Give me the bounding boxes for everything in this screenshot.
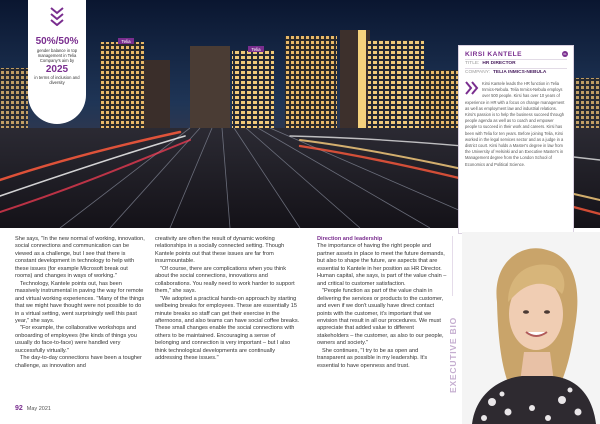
paragraph: Technology, Kantele points out, has been massively instrumental in paving the way for remote and virtual working experiences. "Many of the things that we might have thought were not possible to do in a virtual setting, went surprisingly well this past year," she says. xyxy=(15,280,145,324)
page-number: 92 xyxy=(15,405,23,412)
section-heading: Direction and leadership xyxy=(317,236,383,242)
paragraph: "We adopted a practical hands-on approach by starting wellbeing breaks for employees. These are essentially 15 minute breaks so staff can get their exercise in the afternoons, and also teams can have social coffee breaks. These small changes enable the social connections with others to be maintained. Encouraging a sense of belonging and connection is very important – but I also think technological developments are continually addressing these issues." xyxy=(155,295,300,362)
stat-year: 2025 xyxy=(45,64,69,75)
paragraph: The day-to-day connections have been a tougher challenge, as innovation and xyxy=(15,355,142,369)
page-footer xyxy=(15,405,51,412)
double-chevron-icon xyxy=(465,81,479,95)
bio-company-row xyxy=(465,68,567,77)
telia-sign-left: Telia xyxy=(121,39,131,44)
paragraph: She says, "In the new normal of working, innovation, social connections and communication can be viewed as a challenge, but I see that there is constant development in technology to help with these issues (for example Microsoft break out rooms) and changes in ways of working." xyxy=(15,236,145,280)
paragraph: "Of course, there are complications when you think about the social connections, innovations and collaborations. You really need to work harder to support them," she says. xyxy=(155,265,295,295)
issue-date: May 2021 xyxy=(26,406,51,412)
paragraph: Human capital, she says, is part of the value chain – and critical to customer satisfaction. xyxy=(317,273,447,287)
executive-bio-vertical-tag: EXECUTIVE BIO xyxy=(448,316,458,394)
article-column-2 xyxy=(155,236,300,363)
executive-bio-card xyxy=(458,45,574,234)
portrait-photo xyxy=(462,232,600,424)
bio-title-key: TITLE: xyxy=(465,61,480,66)
bio-company-value: TELIA INMICS-NEBULA xyxy=(492,70,547,75)
paragraph: "For example, the collaborative workshops and onboarding of employees (the kinds of things you usually do face-to-face) were handled very successfully virtually." xyxy=(15,325,137,354)
article-column-1 xyxy=(15,236,146,370)
chevron-stack-icon xyxy=(49,6,65,26)
divider xyxy=(452,236,453,296)
bio-title-value: HR DIRECTOR xyxy=(482,61,516,66)
stat-year-text: in terms of inclusion and diversity xyxy=(34,75,80,85)
bio-company-key: COMPANY: xyxy=(465,70,490,75)
paragraph: She continues, "I try to be as open and transparent as possible in my leadership. It's essential to have openness and trust. xyxy=(317,347,428,369)
stat-gender-balance: 50%/50% xyxy=(35,36,79,47)
paragraph: The importance of having the right people and partner assets in place to meet the future demands, but also to shape the future, are aspects that are essential to Kantele in her position as HR Director. xyxy=(317,243,445,272)
bio-description: Kirsi Kantele leads the HR function in Telia Inmics-Nebula. Telia Inmics-Nebula employs over 500 people. Kirsi has over 10 years of experience in HR with a focus on change management as well as employment law and industrial relations. Kirsi's passion is to help the business succeed through people agenda as well as to coach and empower people to succeed in their work and careers. Kirsi has been with Telia for ten years. Before joining Telia, Kirsi worked in the legal services sector and as a judge in a district court. Kirsi holds a Master's degree in law from the University of Helsinki and an Executive Master's in Management degree from the London School of Economics and Political Science. xyxy=(465,81,565,167)
portrait-illustration xyxy=(462,232,600,424)
bio-description-block xyxy=(465,81,567,168)
bio-number-badge: 01 xyxy=(563,52,567,56)
telia-sign-right: Telia xyxy=(251,47,261,52)
paragraph: "People function as part of the value chain in delivering the services or products to the customer, and even if we don't usually have direct contact points with the customer, it's important that we envision that result in all our procedures. We must appreciate that added value to different stakeholders – the customer, as also to our people, owners and society." xyxy=(317,288,444,347)
stat-gender-balance-text: gender balance in top management in Telia Company's aim by xyxy=(36,48,78,63)
bio-name: KIRSI KANTELE xyxy=(465,51,523,58)
stat-badge xyxy=(28,0,86,124)
article-column-3 xyxy=(317,236,447,370)
bio-title-row xyxy=(465,59,567,68)
paragraph: creativity are often the result of dynamic working relationships in a socially connected setting. Though Kantele points out that these issues are far from insurmountable. xyxy=(155,236,285,265)
